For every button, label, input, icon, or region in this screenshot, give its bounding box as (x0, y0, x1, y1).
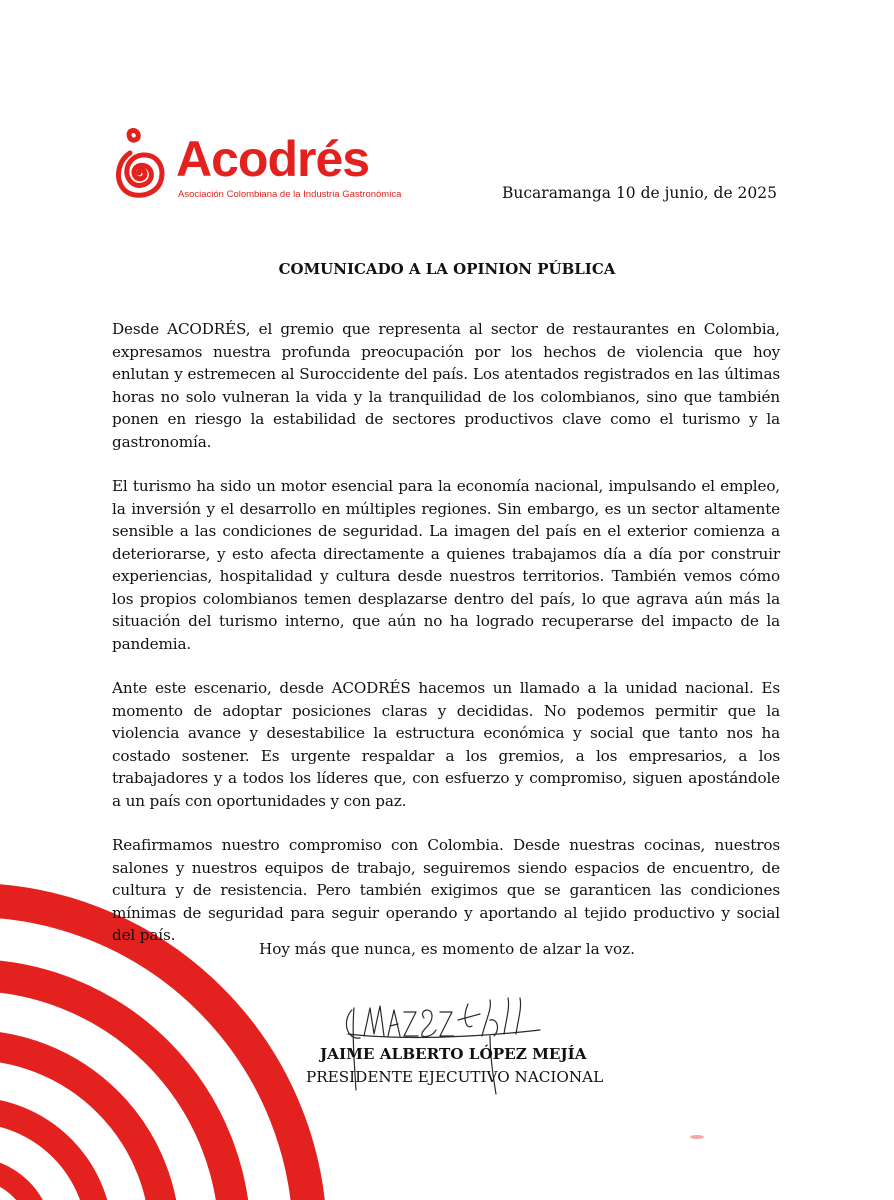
paragraph: Reafirmamos nuestro compromiso con Colombia. Desde nuestras cocinas, nuestros salones y nuestros equipos de trabajo, seguiremos siendo espacios de encuentro, de cultura y de resistencia. Pero también exigimos que se garanticen las condiciones mínimas de seguridad para seguir operando y aportando al tejido productivo y social del país. (112, 836, 780, 944)
document-title: COMUNICADO A LA OPINION PÚBLICA (278, 260, 616, 278)
place-date: Bucaramanga 10 de junio, de 2025 (501, 184, 777, 202)
signer-role: PRESIDENTE EJECUTIVO NACIONAL (306, 1068, 604, 1086)
logo-tagline: Asociación Colombiana de la Industria Gastronómica (178, 189, 402, 200)
paragraph: El turismo ha sido un motor esencial para la economía nacional, impulsando el empleo, la inversión y el desarrollo en múltiples regiones. Sin embargo, es un sector altamente sensible a las condiciones de seguridad. La imagen del país en el exterior comienza a deteriorarse, y esto afecta directamente a quienes trabajamos día a día por construir experiencias, hospitalidad y cultura desde nuestros territorios. También vemos cómo los propios colombianos temen desplazarse dentro del país, lo que agrava aún más la situación del turismo interno, que aún no ha logrado recuperarse del impacto de la pandemia. (112, 477, 780, 653)
paragraph: Ante este escenario, desde ACODRÉS hacemos un llamado a la unidad nacional. Es momento de adoptar posiciones claras y decididas. No podemos permitir que la violencia avance y desestabilice la estructura económica y social que tanto nos ha costado sostener. Es urgente respaldar a los gremios, a los empresarios, a los trabajadores y a todos los líderes que, con esfuerzo y compromiso, siguen apostándole a un país con oportunidades y con paz. (112, 679, 780, 810)
logo-spiral-icon (108, 126, 176, 212)
acodres-logo (108, 126, 408, 212)
paragraph: Desde ACODRÉS, el gremio que representa al sector de restaurantes en Colombia, expresamos nuestra profunda preocupación por los hechos de violencia que hoy enlutan y estremecen al Suroccidente del país. Los atentados registrados en las últimas horas no solo vulneran la vida y la tranquilidad de los colombianos, sino que también ponen en riesgo la estabilidad de sectores productivos clave como el turismo y la gastronomía. (112, 320, 780, 451)
signer-name: JAIME ALBERTO LÓPEZ MEJÍA (320, 1045, 587, 1063)
letter-body (112, 318, 780, 969)
closing-line: Hoy más que nunca, es momento de alzar la voz. (258, 940, 636, 958)
logo-wordmark: Acodrés (176, 131, 370, 187)
